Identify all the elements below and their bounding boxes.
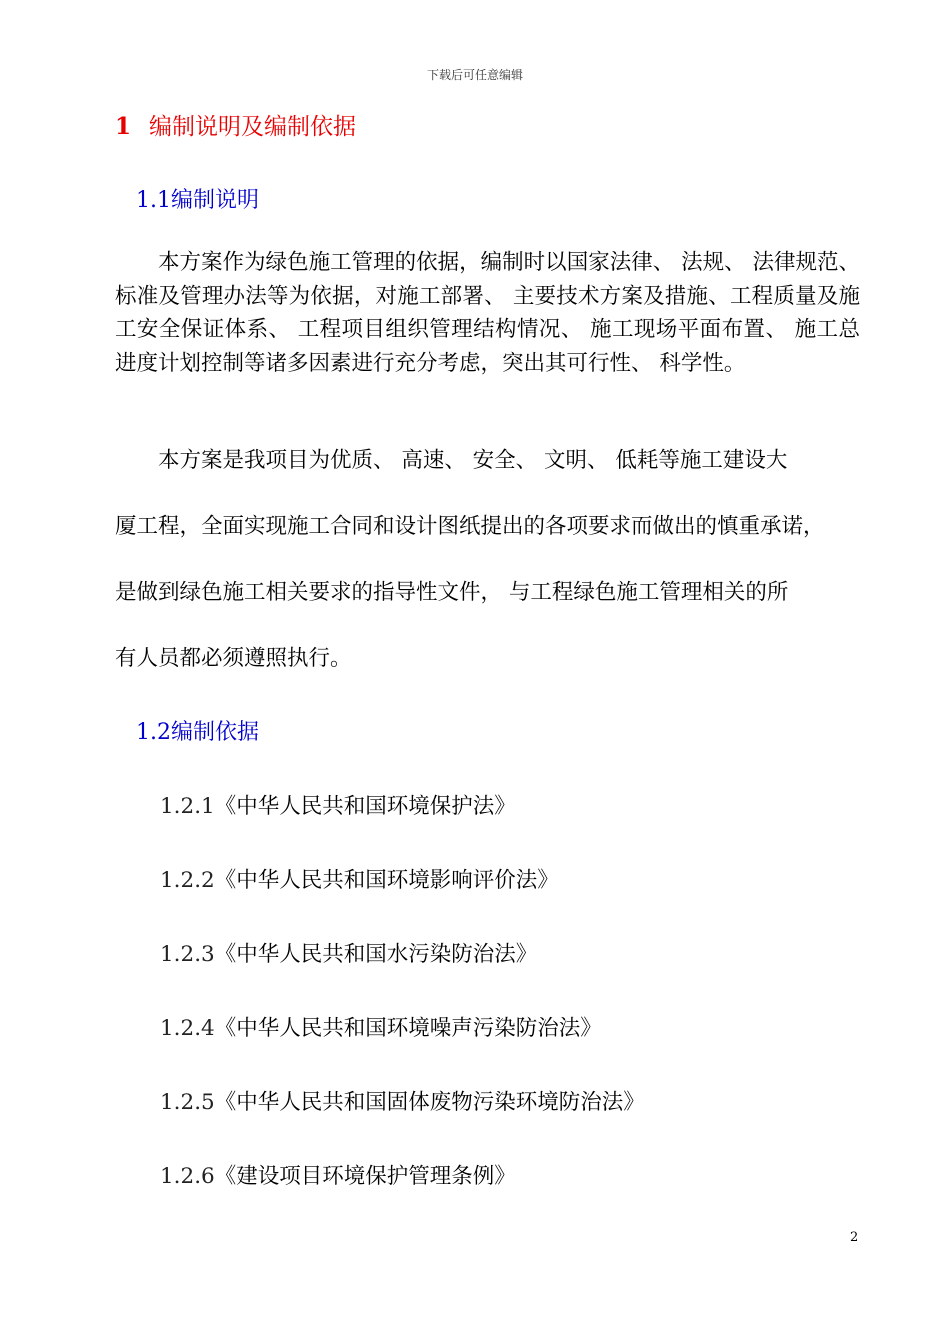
section-1-title: 编制说明及编制依据 — [149, 114, 357, 140]
reference-number: 1.2.5 — [160, 1090, 215, 1115]
reference-title: 《中华人民共和国水污染防治法》 — [214, 942, 538, 967]
reference-title: 《中华人民共和国环境噪声污染防治法》 — [214, 1016, 602, 1041]
reference-number: 1.2.1 — [160, 794, 215, 819]
paragraph-2-line-3: 是做到绿色施工相关要求的指导性文件， 与工程绿色施工管理相关的所 — [115, 580, 789, 605]
page-header: 下载后可任意编辑 — [426, 68, 523, 82]
section-1-1-title: 编制说明 — [171, 188, 260, 213]
reference-number: 1.2.6 — [160, 1164, 215, 1189]
reference-item — [160, 792, 516, 822]
reference-item — [160, 1014, 602, 1044]
reference-item — [160, 1088, 645, 1118]
section-1-1-heading — [136, 186, 259, 216]
paragraph-2-line-1: 本方案是我项目为优质、 高速、 安全、 文明、 低耗等施工建设大 — [115, 448, 788, 473]
paragraph-1: 本方案作为绿色施工管理的依据，编制时以国家法律、 法规、 法律规范、 标准及管理办法等为依据，对施工部署、 主要技术方案及措施、工程质量及施工安全保证体系、 工程项目组织管理结构情况、 施工现场平面布置、 施工总进度计划控制等诸多因素进行充分考虑，突出其可行性、 科学性。 — [115, 250, 860, 376]
reference-title: 《中华人民共和国固体废物污染环境防治法》 — [214, 1090, 645, 1115]
section-1-2-number: 1.2 — [136, 720, 171, 745]
page-number: 2 — [850, 1230, 859, 1245]
reference-title: 《中华人民共和国环境影响评价法》 — [214, 868, 559, 893]
reference-item — [160, 866, 559, 896]
section-1-2-heading — [136, 718, 259, 748]
reference-item — [160, 1162, 516, 1192]
paragraph-2-line-2: 厦工程，全面实现施工合同和设计图纸提出的各项要求而做出的慎重承诺， — [115, 514, 825, 539]
section-1-heading — [115, 112, 356, 142]
reference-number: 1.2.2 — [160, 868, 215, 893]
reference-number: 1.2.4 — [160, 1016, 215, 1041]
reference-title: 《建设项目环境保护管理条例》 — [214, 1164, 516, 1189]
section-1-2-title: 编制依据 — [171, 720, 260, 745]
section-1-1-number: 1.1 — [136, 188, 171, 213]
reference-number: 1.2.3 — [160, 942, 215, 967]
reference-title: 《中华人民共和国环境保护法》 — [214, 794, 516, 819]
section-1-number: 1 — [115, 113, 132, 140]
paragraph-2-line-4: 有人员都必须遵照执行。 — [115, 646, 352, 671]
reference-item — [160, 940, 537, 970]
